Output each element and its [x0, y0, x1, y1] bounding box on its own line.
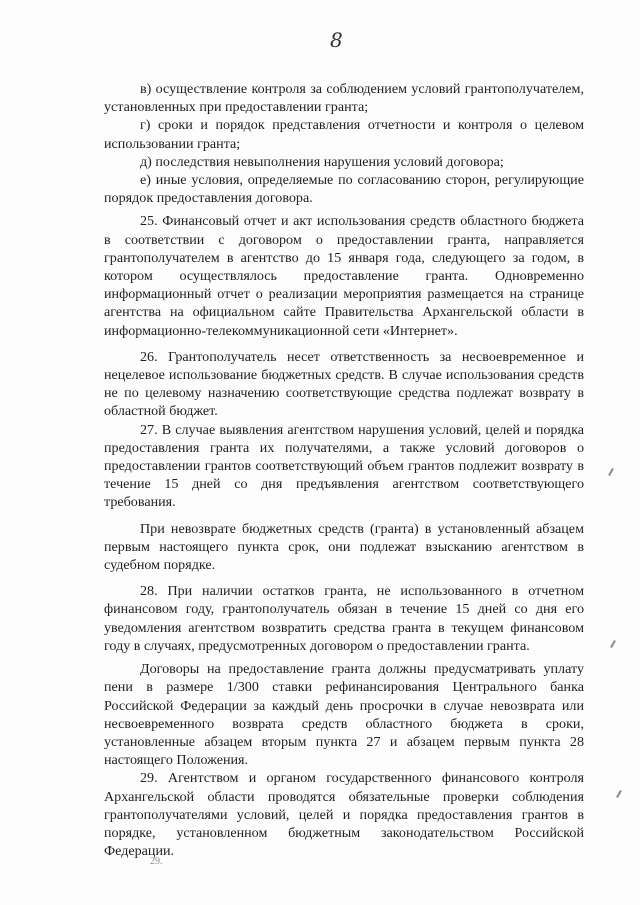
paragraph-item-e: е) иные условия, определяемые по согласованию сторон, регулирующие порядок предоставления договора. [104, 172, 584, 207]
paragraph-clause-26: 26. Грантополучатель несет ответственность за несвоевременное и нецелевое использование бюджетных средств. В случае использования средств не по целевому назначению соответствующие средства подлежат возврату в областной бюджет. [104, 348, 584, 420]
page-number: 8 [330, 28, 343, 52]
paragraph-clause-28-second: Договоры на предоставление гранта должны предусматривать уплату пени в размере 1/300 ставки рефинансирования Центрального банка Российской Федерации за каждый день просрочки в случае невозврата или несвоевременного возврата средств областного бюджета в сроки, установленные абзацем вторым пункта 27 и абзацем первым пункта 28 настоящего Положения. [104, 661, 584, 769]
paragraph-item-v: в) осуществление контроля за соблюдением условий грантополучателем, установленных при предоставлении гранта; [104, 81, 584, 116]
margin-scan-mark [610, 640, 616, 648]
paragraph-clause-27: 27. В случае выявления агентством нарушения условий, целей и порядка предоставления гранта их получателями, а также условий договоров о предоставлении грантов соответствующий объем грантов подлежит возврату в течение 15 дней со дня предъявления агентством соответствующего требования. [104, 421, 584, 511]
paragraph-clause-28: 28. При наличии остатков гранта, не использованного в отчетном финансовом году, грантополучатель обязан в течение 15 дней со дня его уведомления агентством возвратить средства гранта в текущем финансовом году в случаях, предусмотренных договором о предоставлении гранта. [104, 583, 584, 654]
paragraph-clause-27-second: При невозврате бюджетных средств (гранта) в установленный абзацем первым настоящего пункта срок, они подлежат взысканию агентством в судебном порядке. [104, 520, 584, 574]
margin-scan-mark [616, 790, 622, 798]
paragraph-item-g: г) сроки и порядок представления отчетности и контроля о целевом использовании гранта; [104, 117, 584, 152]
paragraph-clause-25: 25. Финансовый отчет и акт использования средств областного бюджета в соответствии с договором о предоставлении гранта, направляется грантополучателем в агентство до 15 января года, следующего за годом, в котором осуществлялось предоставление гранта. Одновременно информационный отчет о реализации мероприятия размещается на странице агентства на официальном сайте Правительства Архангельской области в информационно-телекоммуникационной сети «Интернет». [104, 213, 584, 339]
margin-scan-mark [608, 468, 614, 476]
document-body [104, 80, 584, 860]
paragraph-clause-29: 29. Агентством и органом государственного финансового контроля Архангельской области проводятся обязательные проверки соблюдения грантополучателями условий, целей и порядка предоставления грантов в порядке, установленном бюджетным законодательством Российской Федерации. [104, 770, 584, 860]
paragraph-item-d: д) последствия невыполнения нарушения условий договора; [140, 153, 504, 170]
footer-scan-mark: 29. [150, 856, 163, 867]
